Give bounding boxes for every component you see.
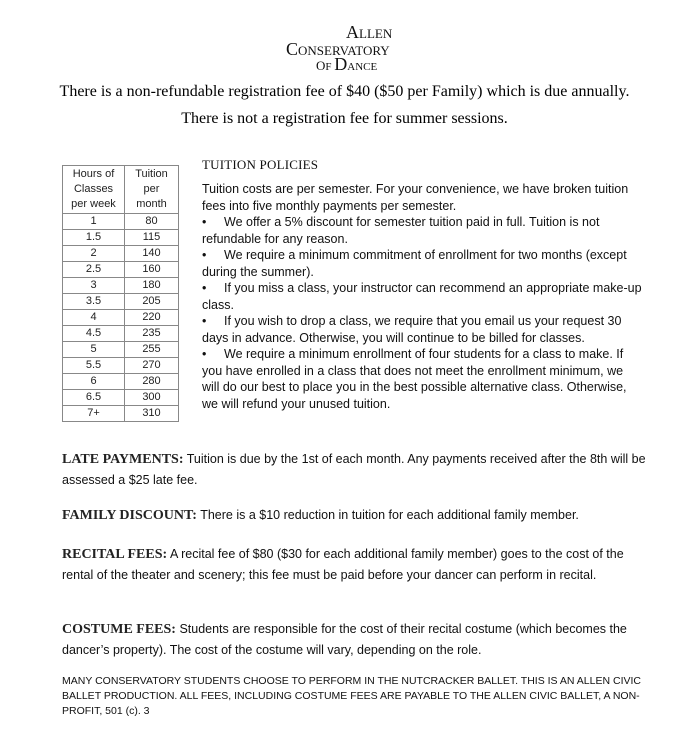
hours-cell: 5.5 xyxy=(63,358,125,374)
policy-bullet xyxy=(202,313,642,346)
tuition-cell: 270 xyxy=(125,358,179,374)
policy-bullet xyxy=(202,280,642,313)
family-discount-text: There is a $10 reduction in tuition for each additional family member. xyxy=(196,508,579,522)
hours-cell: 1.5 xyxy=(63,230,125,246)
registration-fee-line: There is a non-refundable registration fee of $40 ($50 per Family) which is due annually. xyxy=(59,83,630,100)
policy-bullet-text: We require a minimum commitment of enrollment for two months (except during the summer). xyxy=(202,248,627,279)
summer-registration-line: There is not a registration fee for summer sessions. xyxy=(181,110,508,127)
bullet-glyph: • xyxy=(202,215,207,229)
hours-cell: 2 xyxy=(63,246,125,262)
table-row xyxy=(63,230,179,246)
family-discount-section xyxy=(62,505,647,526)
hours-cell: 4 xyxy=(63,310,125,326)
hours-cell: 3.5 xyxy=(63,294,125,310)
table-row xyxy=(63,294,179,310)
policy-bullet-text: If you miss a class, your instructor can recommend an appropriate make-up class. xyxy=(202,281,642,312)
tuition-policies xyxy=(202,157,642,412)
policy-bullet-text: We offer a 5% discount for semester tuition paid in full. Tuition is not refundable for any reason. xyxy=(202,215,600,246)
late-payments-heading: LATE PAYMENTS: xyxy=(62,452,184,467)
recital-fees-text: A recital fee of $80 ($30 for each additional family member) goes to the cost of the rental of the theater and scenery; this fee must be paid before your dancer can perform in recital. xyxy=(62,547,624,582)
bullet-glyph: • xyxy=(202,248,207,262)
table-row xyxy=(63,278,179,294)
hours-cell: 7+ xyxy=(63,406,125,422)
policy-bullet xyxy=(202,247,642,280)
tuition-cell: 205 xyxy=(125,294,179,310)
logo-line-allen: ALLEN xyxy=(346,22,393,42)
tuition-cell: 300 xyxy=(125,390,179,406)
tuition-cell: 235 xyxy=(125,326,179,342)
bullet-glyph: • xyxy=(202,281,207,295)
bullet-glyph: • xyxy=(202,314,207,328)
recital-fees-heading: RECITAL FEES: xyxy=(62,547,168,562)
logo-line-conservatory: CONSERVATORY xyxy=(286,39,390,59)
tuition-table-header xyxy=(63,166,179,214)
bullet-glyph: • xyxy=(202,347,207,361)
hours-cell: 6 xyxy=(63,374,125,390)
table-row xyxy=(63,262,179,278)
policy-bullet xyxy=(202,346,642,412)
policy-bullet-text: We require a minimum enrollment of four students for a class to make. If you have enrolled in a class that does not meet the enrollment minimum, we will do our best to place you in the best possible alternative class. Otherwise, we will refund your unused tuition. xyxy=(202,347,627,411)
table-row xyxy=(63,406,179,422)
table-row xyxy=(63,214,179,230)
hours-cell: 2.5 xyxy=(63,262,125,278)
family-discount-heading: FAMILY DISCOUNT: xyxy=(62,508,197,523)
hours-cell: 3 xyxy=(63,278,125,294)
tuition-policies-intro: Tuition costs are per semester. For your convenience, we have broken tuition fees into five monthly payments per semester. xyxy=(202,182,629,213)
logo-mark xyxy=(284,18,414,76)
table-row xyxy=(63,374,179,390)
table-row xyxy=(63,246,179,262)
recital-fees-section xyxy=(62,544,647,585)
table-row xyxy=(63,342,179,358)
policy-bullet xyxy=(202,214,642,247)
hours-cell: 4.5 xyxy=(63,326,125,342)
table-row xyxy=(63,390,179,406)
table-row xyxy=(63,326,179,342)
late-payments-text: Tuition is due by the 1st of each month. Any payments received after the 8th will be assessed a $25 late fee. xyxy=(62,452,646,487)
tuition-cell: 180 xyxy=(125,278,179,294)
tuition-table xyxy=(62,165,179,422)
costume-fees-heading: COSTUME FEES: xyxy=(62,622,176,637)
tuition-cell: 115 xyxy=(125,230,179,246)
conservatory-logo xyxy=(284,18,414,76)
policy-bullet-text: If you wish to drop a class, we require that you email us your request 30 days in advance. Otherwise, you will continue to be billed for classes. xyxy=(202,314,622,345)
header-tuition-per-month: Tuition per month xyxy=(125,166,179,214)
costume-fees-text: Students are responsible for the cost of their recital costume (which becomes the dancer’s property). The cost of the costume will vary, depending on the role. xyxy=(62,622,627,657)
late-payments-section xyxy=(62,449,647,490)
nutcracker-footer-note: MANY CONSERVATORY STUDENTS CHOOSE TO PERFORM IN THE NUTCRACKER BALLET. THIS IS AN ALLEN CIVIC BALLET PRODUCTION. ALL FEES, INCLUDING COSTUME FEES ARE PAYABLE TO THE ALLEN CIVIC BALLET, A NON-PROFIT, 501 (c). 3 xyxy=(62,675,641,717)
tuition-cell: 140 xyxy=(125,246,179,262)
table-row xyxy=(63,310,179,326)
costume-fees-section xyxy=(62,619,647,660)
logo-line-of-dance: OF DANCE xyxy=(316,54,378,74)
hours-cell: 6.5 xyxy=(63,390,125,406)
tuition-cell: 255 xyxy=(125,342,179,358)
header-hours-per-week: Hours of Classes per week xyxy=(63,166,125,214)
hours-cell: 1 xyxy=(63,214,125,230)
tuition-cell: 80 xyxy=(125,214,179,230)
tuition-cell: 280 xyxy=(125,374,179,390)
tuition-cell: 310 xyxy=(125,406,179,422)
tuition-cell: 220 xyxy=(125,310,179,326)
hours-cell: 5 xyxy=(63,342,125,358)
table-row xyxy=(63,358,179,374)
tuition-policies-title: TUITION POLICIES xyxy=(202,157,319,172)
tuition-cell: 160 xyxy=(125,262,179,278)
